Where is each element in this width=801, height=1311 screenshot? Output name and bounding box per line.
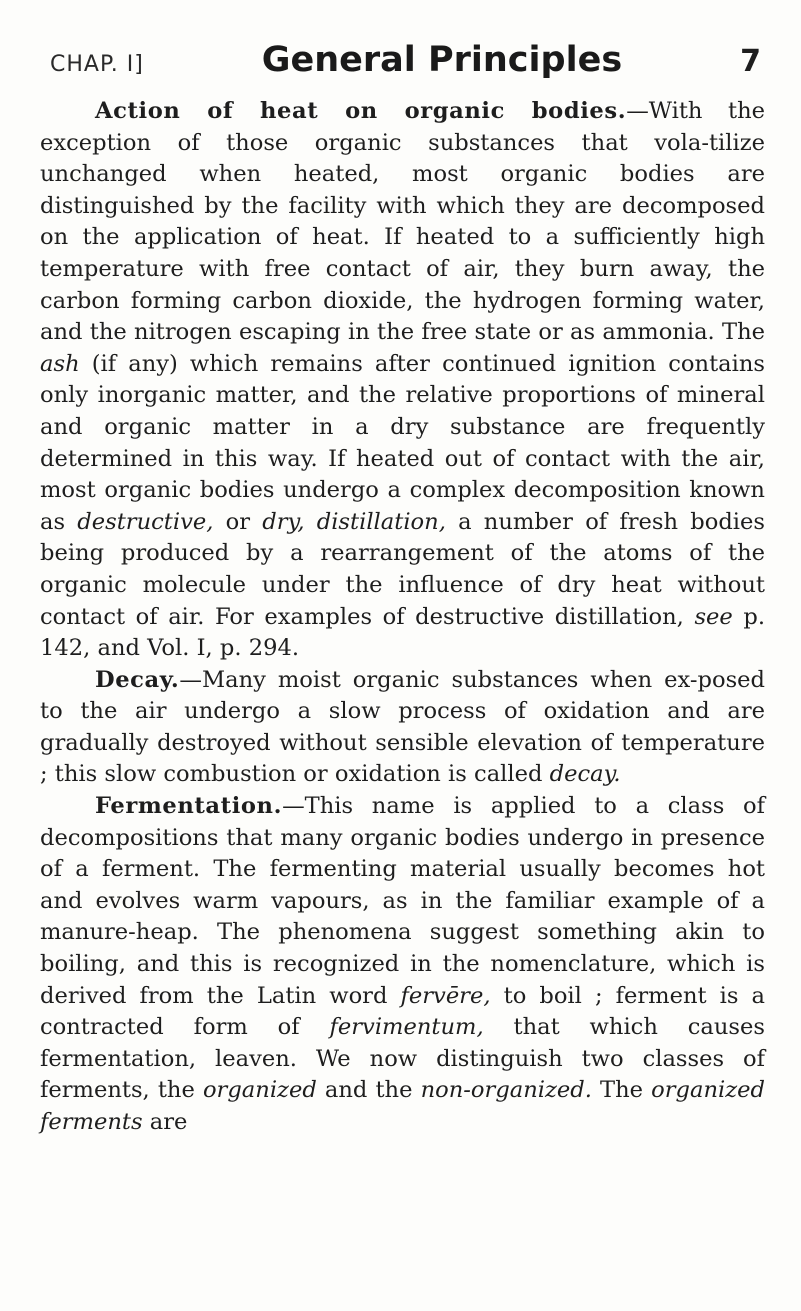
section-heading: Decay. xyxy=(95,666,180,693)
paragraph-text: —This name is applied to a class of decompositions that many organic bodies undergo in presence of a ferment. The fermenting material usually becomes hot and evolves warm vapours, as in the familiar example of a manure-heap. The phenomena suggest something akin to boiling, and this is recognized in the nomenclature, which is derived from the Latin word xyxy=(40,793,765,1009)
italic-term: destructive, xyxy=(77,508,214,535)
paragraph-text: are xyxy=(142,1109,188,1135)
italic-term: ash xyxy=(40,350,80,377)
italic-term: dry, distillation, xyxy=(262,508,446,535)
paragraph-text: to boil ; ferment is a contracted form of xyxy=(40,982,765,1041)
italic-term: decay. xyxy=(549,761,621,788)
italic-term: fervēre, xyxy=(400,982,491,1009)
paragraph-text: —With the exception of those organic substances that vola-tilize unchanged when heated, most organic bodies are distinguished by the facility with which they are decomposed on the application of heat. If heated to a sufficiently high temperature with free contact of air, they burn away, the carbon forming carbon dioxide, the hydrogen forming water, and the nitrogen escaping in the free state or as ammonia. The xyxy=(40,98,766,346)
chapter-label: CHAP. I] xyxy=(50,52,144,77)
paragraph-text: The xyxy=(591,1077,652,1104)
paragraph-text: a number of fresh bodies being produced by a rearrangement of the atoms of the organic molecule under the influence of dry heat without contact of air. For examples of destructive distillation, xyxy=(40,508,765,630)
italic-term: fervimentum, xyxy=(329,1014,484,1041)
section-heading: Fermentation. xyxy=(95,793,283,820)
italic-term: see xyxy=(694,603,733,630)
running-title: General Principles xyxy=(261,40,623,80)
italic-term: non-organized. xyxy=(420,1077,592,1104)
paragraph-text: that which causes fermentation, leaven. We now distinguish two classes of ferments, the xyxy=(40,1014,765,1104)
running-header xyxy=(40,40,765,92)
paragraph-decay xyxy=(40,665,765,791)
paragraph-text: —Many moist organic substances when ex-posed to the air undergo a slow process of oxidation and are gradually destroyed without sensible elevation of temperature ; this slow combustion or oxidation is called xyxy=(40,666,765,788)
italic-term: organized xyxy=(202,1077,317,1104)
paragraph-text: (if any) which remains after continued ignition contains only inorganic matter, and the relative proportions of mineral and organic matter in a dry substance are frequently determined in this way. If heated out of contact with the air, most organic bodies undergo a complex decomposition known as xyxy=(40,350,765,535)
paragraph-text: or xyxy=(213,508,263,535)
paragraph-fermentation xyxy=(40,791,765,1139)
italic-term: organized ferments xyxy=(40,1077,765,1135)
paragraph-text: and the xyxy=(316,1077,421,1104)
section-heading: Action of heat on organic bodies. xyxy=(95,98,627,124)
book-page xyxy=(40,40,765,1139)
paragraph-text: p. 142, and Vol. I, p. 294. xyxy=(40,603,766,662)
paragraph-action-of-heat xyxy=(40,96,765,665)
page-number: 7 xyxy=(740,44,761,79)
body-text xyxy=(40,96,765,1139)
